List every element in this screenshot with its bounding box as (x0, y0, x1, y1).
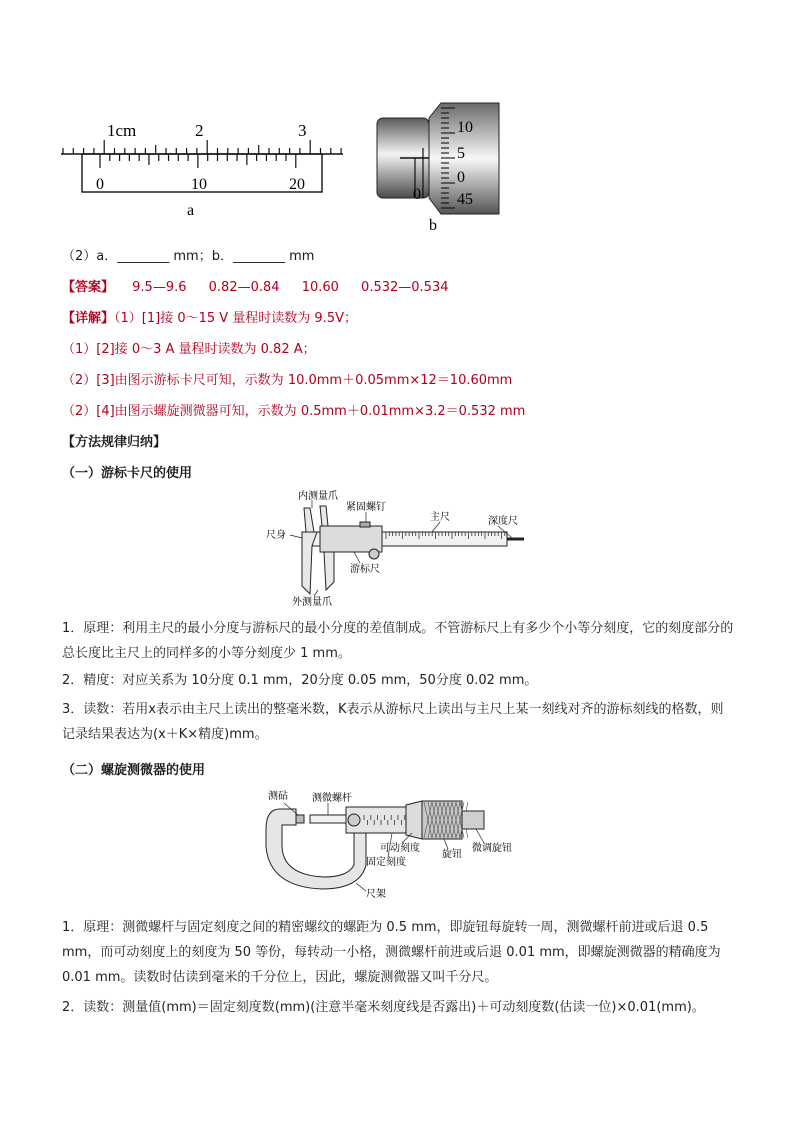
main-label-3: 3 (298, 121, 307, 140)
label-frame: 尺架 (366, 889, 386, 900)
label-thimble: 可动刻度 (380, 843, 420, 854)
section2-item-2: 2．读数：测量值(mm)＝固定刻度数(mm)(注意半毫米刻度线是否露出)＋可动刻度数(估读一位)×0.01(mm)。 (62, 1000, 705, 1015)
detail-line-3: （2）[3]由图示游标卡尺可知，示数为 10.0mm＋0.05mm×12＝10.60mm (62, 373, 513, 388)
answer-line (62, 279, 448, 297)
section1-heading: （一）游标卡尺的使用 (62, 466, 193, 481)
main-label-2: 2 (195, 121, 204, 140)
section2-item-1: 1．原理：测微螺杆与固定刻度之间的精密螺纹的螺距为 0.5 mm，即旋钮每旋转一周，测微螺杆前进或后退 0.5 mm，而可动刻度上的刻度为 50 等份，每转动一小格，测微螺杆前进或后退 0.01 mm，即螺旋测微器的精确度为 0.01 mm。读数时估读到毫米的千分位上，因此，螺旋测微器又叫千分尺。 (62, 920, 721, 985)
detail-tag: 【详解】 (62, 311, 115, 326)
sleeve-label-0: 0 (413, 186, 421, 203)
label-anvil: 测砧 (268, 791, 288, 802)
method-heading: 【方法规律归纳】 (62, 435, 167, 450)
label-inner-jaw: 内测量爪 (298, 491, 338, 502)
micrometer-figure (262, 785, 534, 903)
main-label-1cm: 1cm (107, 121, 137, 140)
vernier-label-0: 0 (96, 176, 104, 193)
section1-item-3: 3．读数：若用x表示由主尺上读出的整毫米数，K表示从游标尺上读出与主尺上某一刻线对齐的游标刻线的格数，则记录结果表达为(x＋K×精度)mm。 (62, 702, 724, 742)
label-lock-screw: 紧固螺钉 (346, 502, 386, 513)
thimble-label-45: 45 (457, 191, 473, 208)
label-main-scale: 主尺 (430, 512, 450, 523)
section1-item-1: 1．原理：利用主尺的最小分度与游标尺的最小分度的差值制成。不管游标尺上有多少个小等分刻度，它的刻度部分的总长度比主尺上的同样多的小等分刻度少 1 mm。 (62, 621, 734, 661)
answer-value-4: 0.532—0.534 (361, 280, 449, 295)
label-outer-jaw: 外测量爪 (292, 597, 332, 608)
label-vernier: 游标尺 (350, 564, 380, 575)
vernier-caliper-figure (262, 486, 532, 608)
answer-value-1: 9.5—9.6 (132, 280, 187, 295)
detail-line-2: （1）[2]接 0～3 A 量程时读数为 0.82 A； (62, 342, 316, 357)
label-knob: 旋钮 (442, 849, 462, 860)
detail-text-1: （1）[1]接 0～15 V 量程时读数为 9.5V； (114, 311, 358, 326)
answer-value-3: 10.60 (301, 280, 339, 295)
detail-line-4: （2）[4]由图示螺旋测微器可知，示数为 0.5mm＋0.01mm×3.2＝0.532 mm (62, 404, 526, 419)
answer-tag: 【答案】 (62, 280, 115, 295)
section2-heading: （二）螺旋测微器的使用 (62, 763, 206, 778)
section1-item-2: 2．精度：对应关系为 10分度 0.1 mm，20分度 0.05 mm，50分度 0.02 mm。 (62, 673, 538, 688)
figure-b-micrometer-reading (375, 100, 505, 235)
vernier-label-10: 10 (191, 176, 207, 193)
answer-value-2: 0.82—0.84 (208, 280, 280, 295)
label-ratchet: 微调旋钮 (472, 843, 512, 854)
detail-line-1 (62, 310, 357, 328)
thimble-label-5: 5 (457, 145, 465, 162)
figure-b-caption: b (429, 217, 437, 234)
label-depth-rod: 深度尺 (488, 516, 518, 527)
label-body: 尺身 (266, 530, 286, 541)
thimble-label-0: 0 (457, 169, 465, 186)
vernier-label-20: 20 (289, 176, 305, 193)
figure-a-caption: a (187, 202, 195, 219)
question-line: （2）a．________ mm；b．________ mm (62, 249, 315, 264)
figure-a-vernier-reading (55, 110, 355, 220)
label-sleeve: 固定刻度 (366, 857, 406, 868)
thimble-label-10: 10 (457, 119, 473, 136)
label-spindle: 测微螺杆 (312, 793, 352, 804)
